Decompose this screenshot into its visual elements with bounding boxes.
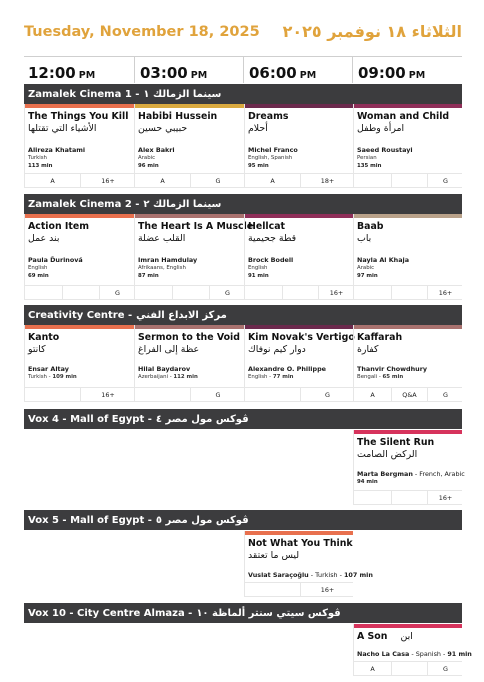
film-title: Dreams — [248, 111, 289, 122]
rating-badge — [245, 286, 282, 299]
film-accent-bar — [25, 325, 134, 329]
film-title-arabic: القلب عضلة — [138, 233, 186, 244]
rating-badge: G — [99, 286, 135, 299]
venue-name: Vox 10 - City Centre Almaza - — [28, 607, 193, 619]
rating-row — [354, 285, 462, 299]
rating-badge: G — [427, 388, 463, 401]
film-card[interactable] — [244, 214, 353, 300]
film-runtime: 135 min — [357, 163, 382, 169]
film-title-arabic: عظة إلى الفراغ — [138, 344, 200, 355]
film-title: The Things You Kill — [28, 111, 129, 122]
film-accent-bar — [245, 214, 353, 218]
film-card[interactable] — [134, 325, 244, 402]
film-title: Sermon to the Void — [138, 332, 240, 343]
time-slot — [352, 57, 462, 83]
film-director-name: Marta Bergman — [357, 470, 413, 478]
rating-badge: A — [270, 176, 275, 185]
film-title — [357, 631, 460, 642]
rating-badge: Q&A — [391, 388, 427, 401]
film-runtime: 69 min — [28, 273, 49, 279]
rating-badge-empty — [391, 491, 427, 504]
film-card[interactable] — [24, 104, 134, 188]
rating-badge: A — [370, 390, 375, 399]
film-card[interactable] — [244, 104, 353, 188]
rating-badge — [135, 388, 190, 401]
film-director-name: Vuslat Saraçoğlu — [248, 571, 309, 579]
film-language: English — [248, 374, 268, 380]
film-director: Brock Bodell — [248, 256, 294, 264]
film-card[interactable] — [244, 531, 373, 597]
time-slots-row — [24, 56, 462, 82]
film-title: Baab — [357, 221, 384, 232]
time-slot-ampm: PM — [408, 70, 426, 81]
film-accent-bar — [135, 104, 244, 108]
rating-badge-empty — [391, 286, 427, 299]
film-title-arabic: الركض الصامت — [357, 449, 418, 460]
film-language: English — [28, 265, 48, 271]
venue-name: Creativity Centre - — [28, 309, 133, 321]
venue-header — [24, 305, 462, 325]
rating-badge — [245, 583, 300, 596]
film-director-name: Thanvir Chowdhury — [357, 365, 428, 373]
film-card[interactable] — [353, 104, 462, 188]
film-director: Saeed Roustayi — [357, 146, 413, 154]
film-runtime: 96 min — [138, 163, 159, 169]
film-title: The Heart Is A Muscle — [138, 221, 254, 232]
film-director — [138, 365, 190, 373]
film-title: Hellcat — [248, 221, 285, 232]
film-runtime: 97 min — [357, 273, 378, 279]
film-title-arabic: أحلام — [248, 123, 268, 134]
film-director-name: Alexandre O. Philippe — [248, 365, 326, 373]
film-title-text: A Son — [357, 631, 388, 642]
rating-row — [135, 387, 244, 401]
film-accent-bar — [135, 325, 244, 329]
page-header — [24, 22, 462, 46]
film-director: Nayla Al Khaja — [357, 256, 410, 264]
film-card[interactable] — [353, 624, 472, 676]
film-runtime: 87 min — [138, 273, 159, 279]
film-title-arabic: باب — [357, 233, 372, 244]
film-language: Turkish — [28, 374, 47, 380]
rating-badge: 16+ — [80, 388, 135, 401]
film-accent-bar — [354, 430, 462, 434]
rating-badge-empty — [391, 662, 427, 675]
film-title: Not What You Think — [248, 538, 353, 549]
film-runtime: 91 min — [248, 273, 269, 279]
film-runtime: 94 min — [357, 479, 378, 485]
rating-row — [354, 661, 462, 675]
time-slot-time: 09:00 — [358, 64, 406, 82]
film-accent-bar — [25, 104, 134, 108]
film-director: Nacho La Casa - Spanish - 91 min — [357, 650, 472, 658]
film-director: Alex Bakri — [138, 146, 175, 154]
film-title: Woman and Child — [357, 111, 450, 122]
time-slot — [24, 57, 134, 83]
film-language-runtime: English - 77 min — [248, 374, 294, 380]
film-language: Arabic — [138, 155, 156, 161]
rating-row — [354, 490, 462, 504]
time-slot-ampm: PM — [78, 70, 96, 81]
venue-header — [24, 510, 462, 530]
film-title: The Silent Run — [357, 437, 435, 448]
rating-badge-empty — [172, 286, 209, 299]
film-title-arabic: كفارة — [357, 344, 379, 355]
rating-badge — [354, 491, 391, 504]
film-director — [28, 365, 69, 373]
film-runtime: 91 min — [447, 650, 472, 658]
film-title-arabic: بند عمل — [28, 233, 60, 244]
rating-row — [25, 387, 134, 401]
film-accent-bar — [354, 214, 462, 218]
rating-badge: A — [50, 176, 55, 185]
film-accent-bar — [245, 531, 353, 535]
rating-badge: A — [370, 664, 375, 673]
rating-badge: 16+ — [300, 583, 354, 596]
film-director: Imran Hamdulay — [138, 256, 198, 264]
film-director: Michel Franco — [248, 146, 298, 154]
film-accent-bar — [25, 214, 134, 218]
film-language: Turkish — [28, 155, 47, 161]
rating-badge — [25, 388, 80, 401]
rating-row — [354, 387, 462, 401]
rating-badge: 18+ — [300, 174, 354, 187]
film-accent-bar — [245, 325, 353, 329]
rating-badge — [245, 388, 300, 401]
rating-badge: 16+ — [80, 174, 135, 187]
venue-name-arabic: ڤوكس مول مصر ٥ — [155, 514, 249, 526]
date-arabic: الثلاثاء ١٨ نوفمبر ٢٠٢٥ — [282, 22, 462, 41]
rating-row — [245, 285, 353, 299]
time-slot-time: 12:00 — [28, 64, 76, 82]
rating-row — [135, 173, 244, 187]
venue-header — [24, 603, 462, 623]
film-language: Spanish — [415, 650, 441, 658]
film-card[interactable] — [244, 325, 353, 402]
film-title-arabic: كانتو — [28, 344, 46, 355]
rating-badge — [135, 286, 172, 299]
film-card[interactable] — [353, 430, 465, 505]
rating-badge — [354, 286, 391, 299]
time-slot-ampm: PM — [299, 70, 317, 81]
film-language: Arabic — [357, 265, 375, 271]
film-title: Kaffarah — [357, 332, 403, 343]
film-language: Turkish — [315, 571, 338, 579]
film-card[interactable] — [134, 214, 254, 300]
film-title-arabic: الأشياء التي تقتلها — [28, 123, 97, 134]
time-slot — [134, 57, 244, 83]
film-language: English, Spanish — [248, 155, 293, 161]
film-runtime: 65 min — [382, 374, 404, 380]
film-language: Azerbaijani — [138, 374, 168, 380]
rating-badge: 16+ — [318, 286, 354, 299]
film-director: Marta Bergman - French, Arabic — [357, 470, 465, 478]
film-director: Vuslat Saraçoğlu - Turkish - 107 min — [248, 571, 373, 579]
film-language-runtime: Bengali - 65 min — [357, 374, 404, 380]
rating-badge: G — [427, 174, 463, 187]
rating-row — [245, 582, 353, 596]
time-slot-time: 06:00 — [249, 64, 297, 82]
venue-header — [24, 84, 462, 104]
film-language: Persian — [357, 155, 377, 161]
film-title: Kanto — [28, 332, 60, 343]
film-language-runtime: Azerbaijani - 112 min — [138, 374, 198, 380]
rating-badge: G — [427, 662, 463, 675]
film-accent-bar — [245, 104, 353, 108]
film-director-name: Hilal Baydarov — [138, 365, 191, 373]
rating-badge-empty — [62, 286, 99, 299]
film-card[interactable] — [24, 214, 134, 300]
film-runtime: 113 min — [28, 163, 53, 169]
film-director — [248, 365, 326, 373]
time-slot — [243, 57, 353, 83]
venue-name-arabic: ڤوكس سيتي سنتر ألماظة ١٠ — [196, 607, 341, 619]
rating-row — [135, 285, 244, 299]
film-language-runtime: Turkish - 109 min — [28, 374, 77, 380]
rating-row — [245, 387, 353, 401]
venue-name-arabic: ڤوكس مول مصر ٤ — [155, 413, 249, 425]
rating-badge-empty — [391, 174, 427, 187]
rating-row — [25, 285, 134, 299]
film-card[interactable] — [353, 325, 462, 402]
venue-name-arabic: سينما الزمالك ٢ — [143, 198, 222, 210]
venue-name: Zamalek Cinema 1 - — [28, 88, 140, 100]
film-title-arabic: حبيبي حسين — [138, 123, 188, 134]
rating-badge-empty — [282, 286, 318, 299]
film-accent-bar — [354, 624, 462, 628]
film-runtime: 95 min — [248, 163, 269, 169]
film-runtime: 107 min — [343, 571, 373, 579]
film-director — [357, 365, 427, 373]
film-title-arabic: امرأة وطفل — [357, 123, 405, 134]
time-slot-ampm: PM — [190, 70, 208, 81]
venue-name-arabic: مركز الابداع الفني — [136, 309, 227, 321]
film-language: French, Arabic — [419, 470, 465, 478]
film-title-arabic: ليس ما تعتقد — [248, 550, 300, 561]
film-runtime: 109 min — [52, 374, 77, 380]
rating-badge — [354, 174, 391, 187]
date-english: Tuesday, November 18, 2025 — [24, 24, 260, 40]
film-title: Action Item — [28, 221, 89, 232]
rating-badge: G — [209, 286, 245, 299]
film-language: English — [248, 265, 268, 271]
rating-badge: G — [300, 388, 354, 401]
rating-badge: A — [160, 176, 165, 185]
film-title: Kim Novak's Vertigo — [248, 332, 355, 343]
venue-name: Zamalek Cinema 2 - — [28, 198, 140, 210]
rating-row — [245, 173, 353, 187]
rating-badge: 16+ — [427, 286, 463, 299]
film-card[interactable] — [353, 214, 462, 300]
film-language: Bengali — [357, 374, 378, 380]
venue-name: Vox 5 - Mall of Egypt - — [28, 514, 152, 526]
film-card[interactable] — [24, 325, 134, 402]
film-title-arabic: ابن — [400, 631, 413, 642]
film-director: Alireza Khatami — [28, 146, 86, 154]
film-accent-bar — [354, 104, 462, 108]
venue-header — [24, 194, 462, 214]
film-title-arabic: قطة جحيمية — [248, 233, 297, 244]
film-runtime: 112 min — [173, 374, 198, 380]
film-director: Paula Ďurinová — [28, 256, 83, 264]
film-director-name: Nacho La Casa — [357, 650, 410, 658]
film-director-name: Ensar Altay — [28, 365, 69, 373]
rating-badge: G — [190, 388, 245, 401]
rating-badge — [25, 286, 62, 299]
film-title-arabic: دوار كيم نوفاك — [248, 344, 306, 355]
film-accent-bar — [354, 325, 462, 329]
film-runtime: 77 min — [272, 374, 294, 380]
film-title: Habibi Hussein — [138, 111, 218, 122]
rating-row — [25, 173, 134, 187]
rating-row — [354, 173, 462, 187]
time-slot-time: 03:00 — [140, 64, 188, 82]
film-language: Afrikaans, English — [138, 265, 186, 271]
rating-badge: 16+ — [427, 491, 463, 504]
film-card[interactable] — [134, 104, 244, 188]
venue-header — [24, 409, 462, 429]
rating-badge: G — [190, 174, 245, 187]
venue-name-arabic: سينما الزمالك ١ — [143, 88, 222, 100]
venue-name: Vox 4 - Mall of Egypt - — [28, 413, 152, 425]
film-accent-bar — [135, 214, 244, 218]
